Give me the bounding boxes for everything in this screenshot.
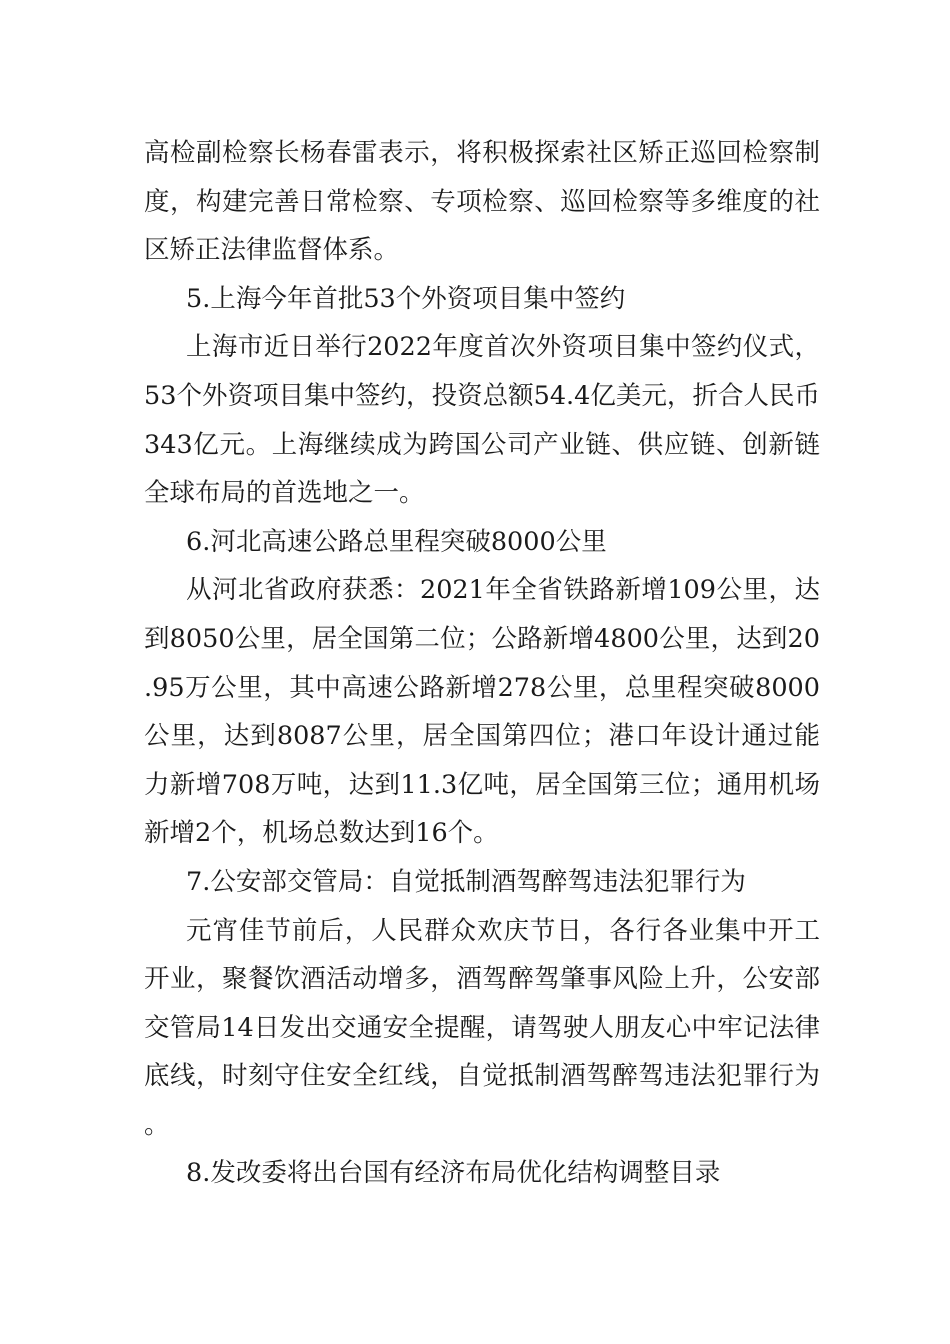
- section-heading-5: 5.上海今年首批53个外资项目集中签约: [186, 283, 626, 314]
- paragraph-hebei: 从河北省政府获悉：2021年全省铁路新增109公里，达到8050公里，居全国第二位；公路新增4800公里，达到20.95万公里，其中高速公路新增278公里，总里程突破8000公里，达到8087公里，居全国第四位；港口年设计通过能力新增708万吨，达到11.3亿吨，居全国第三位；通用机场新增2个，机场总数达到16个。: [144, 575, 820, 849]
- section-heading-8: 8.发改委将出台国有经济布局优化结构调整目录: [186, 1158, 721, 1189]
- paragraph-shanghai: 上海市近日举行2022年度首次外资项目集中签约仪式，53个外资项目集中签约，投资总额54.4亿美元，折合人民币343亿元。上海继续成为跨国公司产业链、供应链、创新链全球布局的首选地之一。: [144, 332, 820, 509]
- section-heading-6: 6.河北高速公路总里程突破8000公里: [186, 526, 607, 557]
- section-heading-7: 7.公安部交管局：自觉抵制酒驾醉驾违法犯罪行为: [186, 866, 746, 897]
- paragraph-traffic: 元宵佳节前后，人民群众欢庆节日，各行各业集中开工开业，聚餐饮酒活动增多，酒驾醉驾肇事风险上升，公安部交管局14日发出交通安全提醒，请驾驶人朋友心中牢记法律底线，时刻守住安全红线，自觉抵制酒驾醉驾违法犯罪行为。: [144, 915, 820, 1140]
- document-body: [144, 129, 820, 1198]
- paragraph-continuation: 高检副检察长杨春雷表示，将积极探索社区矫正巡回检察制度，构建完善日常检察、专项检察、巡回检察等多维度的社区矫正法律监督体系。: [144, 138, 820, 266]
